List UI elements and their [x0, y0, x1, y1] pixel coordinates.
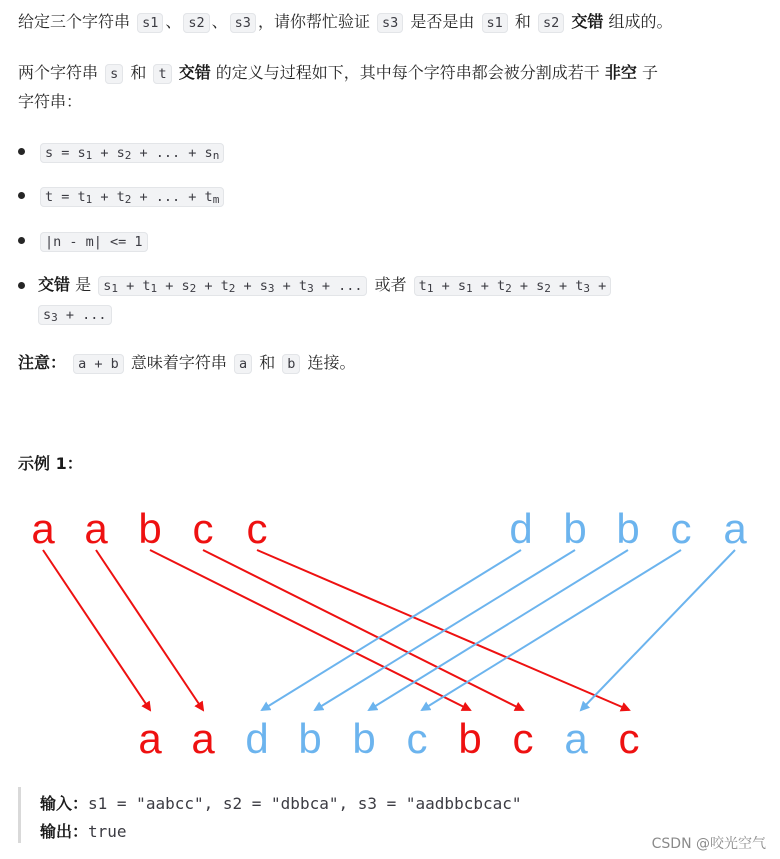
definition-text: 和 [130, 63, 147, 82]
intro-text: 给定三个字符串 [18, 12, 131, 31]
subscript: 1 [465, 282, 473, 295]
watermark: CSDN @咬光空气 [651, 836, 766, 852]
bold-interleave: 交错 [38, 275, 71, 294]
example-title [18, 449, 83, 479]
bullet-s-split [38, 138, 226, 170]
s1-arrow [150, 550, 470, 710]
input-value: s1 = "aabcc", s2 = "dbbca", s3 = "aadbbcbcac" [88, 794, 522, 813]
code-t-split [40, 187, 224, 207]
bullet-dot [18, 192, 25, 199]
subscript: 1 [426, 282, 434, 295]
separator: 、 [165, 12, 182, 31]
s1-letter: c [192, 505, 214, 552]
s1-letter: a [84, 505, 108, 552]
bullet-dot [18, 237, 25, 244]
note-text: 连接。 [307, 353, 356, 372]
s3-letter: c [512, 715, 534, 762]
code-t: t [153, 64, 171, 84]
code-s1: s1 [137, 13, 163, 33]
code-s2: s2 [538, 13, 564, 33]
code-s3: s3 [377, 13, 403, 33]
bullet-text: 是 [75, 275, 92, 294]
code-part: + t [550, 278, 584, 294]
code-part: + ... [57, 307, 107, 323]
s1-letter: b [138, 505, 162, 552]
code-part: + t [196, 278, 229, 294]
code-part: + t [472, 278, 506, 294]
s1-letter: a [31, 505, 55, 552]
code-part: + ... + t [131, 189, 213, 205]
s3-letter: c [406, 715, 428, 762]
code-interleave-1 [98, 276, 367, 296]
code-s: s [105, 64, 123, 84]
s3-letter: b [352, 715, 376, 762]
s2-arrow [315, 550, 575, 710]
s3-letter: a [138, 715, 162, 762]
code-part: + [590, 278, 607, 294]
subscript: 2 [544, 282, 551, 295]
output-label: 输出： [40, 822, 89, 841]
bold-nonempty: 非空 [604, 63, 637, 82]
code-part: t = t [45, 189, 86, 205]
s2-letter: a [723, 505, 747, 552]
note-text: 和 [259, 353, 276, 372]
definition-text: 子 [642, 63, 659, 82]
subscript: 2 [505, 282, 512, 295]
code-part: + s [511, 278, 545, 294]
code-part: + t [274, 278, 308, 294]
note-label: 注意： [18, 353, 67, 372]
subscript: 2 [189, 282, 197, 295]
s1-letter: c [246, 505, 268, 552]
subscript: 2 [124, 193, 132, 206]
code-part: s [43, 307, 52, 323]
code-part: + s [157, 278, 190, 294]
s2-arrow [369, 550, 628, 710]
code-s3: s3 [230, 13, 256, 33]
bullet-t-split [38, 182, 226, 214]
bold-interleave: 交错 [178, 63, 211, 82]
separator: 、 [211, 12, 228, 31]
intro-text: ，请你帮忙验证 [257, 12, 370, 31]
s3-letter: a [191, 715, 215, 762]
code-part: + s [92, 145, 125, 161]
definition-text: 两个字符串 [18, 63, 99, 82]
input-line [40, 791, 522, 814]
s2-arrow [262, 550, 521, 710]
subscript: 3 [51, 311, 58, 324]
code-b: b [282, 354, 300, 374]
bullet-dot [18, 148, 25, 155]
code-part: + ... [313, 278, 363, 294]
code-part: s = s [45, 145, 86, 161]
letter-group [31, 505, 747, 762]
s1-arrow [203, 550, 523, 710]
example-title-text: 示例 1： [18, 454, 83, 473]
subscript: 3 [307, 282, 314, 295]
subscript: m [212, 193, 220, 206]
code-a: a [234, 354, 252, 374]
input-label: 输入： [40, 794, 89, 813]
arrow-group [43, 550, 735, 710]
bold-interleave: 交错 [571, 12, 604, 31]
s2-letter: d [509, 505, 533, 552]
subscript: 1 [150, 282, 158, 295]
code-a-plus-b: a + b [73, 354, 124, 374]
code-part: + t [117, 278, 151, 294]
intro-paragraph [18, 7, 672, 38]
code-part: t [418, 278, 427, 294]
s1-arrow [257, 550, 629, 710]
definition-line2: 字符串： [18, 92, 83, 111]
bullet-text: 或者 [374, 275, 407, 294]
subscript: 1 [85, 193, 93, 206]
s1-arrow [43, 550, 150, 710]
s3-letter: a [564, 715, 588, 762]
subscript: 3 [583, 282, 590, 295]
output-line [40, 819, 127, 842]
intro-text: 是否是由 [410, 12, 475, 31]
code-part: + s [235, 278, 268, 294]
s2-letter: b [563, 505, 587, 552]
code-s2: s2 [183, 13, 209, 33]
subscript: 2 [124, 149, 132, 162]
subscript: n [212, 149, 220, 162]
s2-arrow [581, 550, 735, 710]
bullet-length-diff [38, 227, 150, 256]
s2-letter: c [670, 505, 692, 552]
bullet-dot [18, 282, 25, 289]
subscript: 1 [111, 282, 118, 295]
definition-paragraph [18, 58, 658, 89]
code-part: + ... + s [131, 145, 213, 161]
output-value: true [88, 822, 127, 841]
s2-letter: b [616, 505, 640, 552]
s1-arrow [96, 550, 203, 710]
intro-text: 组成的。 [608, 12, 673, 31]
code-part: + s [433, 278, 466, 294]
s2-arrow [422, 550, 681, 710]
code-interleave-2-cont [38, 305, 112, 325]
intro-text: 和 [514, 12, 531, 31]
subscript: 3 [267, 282, 275, 295]
subscript: 2 [228, 282, 236, 295]
interleave-diagram [0, 500, 780, 775]
bullet-interleave-cont [36, 300, 114, 332]
code-s-split [40, 143, 224, 163]
s3-letter: d [245, 715, 269, 762]
code-s1: s1 [482, 13, 508, 33]
s3-letter: b [458, 715, 482, 762]
bullet-interleave [38, 271, 613, 303]
s3-letter: c [618, 715, 640, 762]
code-part: + t [92, 189, 125, 205]
note-paragraph [18, 348, 356, 379]
definition-text: 的定义与过程如下，其中每个字符串都会被分割成若干 [215, 63, 600, 82]
code-length-diff: |n - m| <= 1 [40, 232, 148, 252]
note-text: 意味着字符串 [130, 353, 227, 372]
s3-letter: b [298, 715, 322, 762]
subscript: 1 [85, 149, 93, 162]
code-interleave-2 [414, 276, 612, 296]
code-part: s [103, 278, 112, 294]
